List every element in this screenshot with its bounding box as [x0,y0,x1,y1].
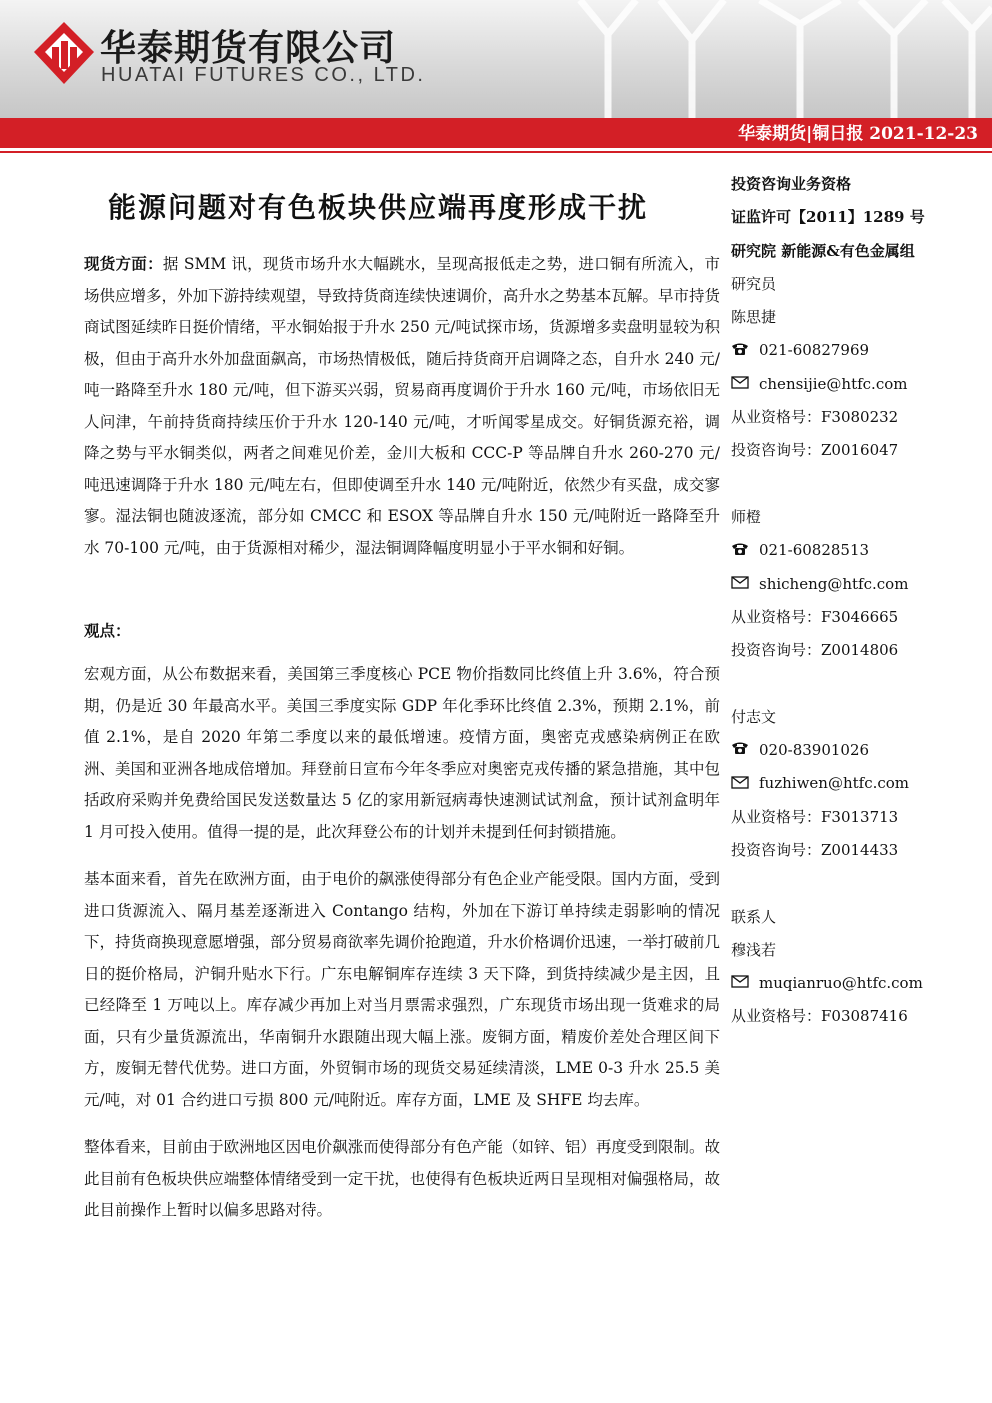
phone-text: 021-60827969 [759,341,870,360]
analyst-email[interactable] [731,767,986,800]
main-content [84,248,720,1227]
analyst-advisor: 投资咨询号：Z0016047 [731,441,899,460]
email-icon [731,967,751,1000]
email-icon [731,568,751,601]
phone-text: 020-83901026 [759,741,870,760]
company-name-cn: 华泰期货有限公司 [100,28,397,69]
contact-email[interactable] [731,967,986,1000]
spot-paragraph [84,248,720,564]
report-title: 能源问题对有色板块供应端再度形成干扰 [108,191,649,224]
analyst-email[interactable] [731,368,986,401]
analyst-name: 付志文 [731,707,777,726]
spacer [731,667,986,700]
sidebar [731,168,986,1034]
phone-icon [731,734,751,767]
divider [0,151,992,153]
report-identifier: 华泰期货|铜日报 2021-12-23 [738,124,978,144]
analyst-cert: 从业资格号：F3046665 [731,607,899,626]
header-band [0,0,992,118]
company-name-en: HUATAI FUTURES CO., LTD. [101,64,426,86]
company-logo [34,22,94,84]
view-heading: 观点： [84,621,131,640]
qualification: 投资咨询业务资格 [731,175,852,193]
analyst-cert: 从业资格号：F3013713 [731,807,899,826]
email-icon [731,368,751,401]
contact-cert: 从业资格号：F03087416 [731,1007,908,1026]
macro-paragraph: 宏观方面，从公布数据来看，美国第三季度核心 PCE 物价指数同比终值上升 3.6%，符合预期，仍是近 30 年最高水平。美国三季度实际 GDP 年化季环比终值 2.3%，预期 2.1%，前值 2.1%，是自 2020 年第二季度以来的最低增速。疫情方面，奥密克戎感染病例正在欧洲、美国和亚洲各地成倍增加。拜登前日宣布今年冬季应对奥密克戎传播的紧急措施，其中包括政府采购并免费给国民发送数量达 5 亿的家用新冠病毒快速测试试剂盒，预计试剂盒明年 1 月可投入使用。值得一提的是，此次拜登公布的计划并未提到任何封锁措施。 [84,665,720,841]
analyst-name: 师橙 [731,507,762,526]
institute: 研究院 新能源&有色金属组 [731,241,915,260]
spacer [731,468,986,501]
analyst-advisor: 投资咨询号：Z0014806 [731,641,899,660]
analyst-advisor: 投资咨询号：Z0014433 [731,840,899,859]
analyst-phone [731,734,986,767]
contact-label: 联系人 [731,907,777,926]
phone-icon [731,535,751,568]
phone-icon [731,335,751,368]
email-text[interactable]: shicheng@htfc.com [759,574,909,593]
overall-paragraph: 整体看来，目前由于欧洲地区因电价飙涨而使得部分有色产能（如锌、铝）再度受到限制。故此目前有色板块供应端整体情绪受到一定干扰，也使得有色板块近两日呈现相对偏强格局，故此目前操作上暂时以偏多思路对待。 [84,1138,720,1219]
spot-text: 据 SMM 讯，现货市场升水大幅跳水，呈现高报低走之势，进口铜有所流入，市场供应增多，外加下游持续观望，导致持货商连续快速调价，高升水之势基本瓦解。早市持货商试图延续昨日挺价情绪，平水铜始报于升水 250 元/吨试探市场，货源增多卖盘明显较为积极，但由于高升水外加盘面飙高，市场热情极低，随后持货商开启调降之态，自升水 240 元/吨一路降至升水 180 元/吨，但下游买兴弱，贸易商再度调价于升水 160 元/吨，市场依旧无人问津，午前持货商持续压价于升水 120-140 元/吨，才听闻零星成交。好铜货源充裕，调降之势与平水铜类似，两者之间难见价差，金川大板和 CCC-P 等品牌自升水 260-270 元/吨迅速调降于升水 180 元/吨左右，但即使调至升水 140 元/吨附近，依然少有买盘，成交寥寥。湿法铜也随波逐流，部分如 CMCC 和 ESOX 等品牌自升水 150 元/吨附近一路降至升水 70-100 元/吨，由于货源相对稀少，湿法铜调降幅度明显小于平水铜和好铜。 [84,255,720,557]
analyst-phone [731,534,986,567]
decorative-pattern [560,0,992,118]
analyst-name: 陈思捷 [731,308,777,327]
email-text[interactable]: chensijie@htfc.com [759,374,908,393]
email-text[interactable]: fuzhiwen@htfc.com [759,774,910,793]
analyst-email[interactable] [731,568,986,601]
email-icon [731,768,751,801]
spacer [731,867,986,900]
analyst-cert: 从业资格号：F3080232 [731,408,899,427]
email-text[interactable]: muqianruo@htfc.com [759,974,923,993]
spot-lead: 现货方面： [84,254,163,273]
phone-text: 021-60828513 [759,541,870,560]
license-number: 证监许可【2011】1289 号 [731,208,925,227]
contact-name: 穆浅若 [731,940,777,959]
fundamental-paragraph: 基本面来看，首先在欧洲方面，由于电价的飙涨使得部分有色企业产能受限。国内方面，受到进口货源流入、隔月基差逐渐进入 Contango 结构，外加在下游订单持续走弱影响的情况下，持货商换现意愿增强，部分贸易商欲率先调价抢跑道，升水价格调价迅速，一举打破前几日的挺价格局，沪铜升贴水下行。广东电解铜库存连续 3 天下降，到货持续减少是主因，且已经降至 1 万吨以上。库存减少再加上对当月票需求强烈，广东现货市场出现一货难求的局面，只有少量货源流出，华南铜升水跟随出现大幅上涨。废铜方面，精废价差处合理区间下方，废铜无替代优势。进口方面，外贸铜市场的现货交易延续清淡，LME 0-3 升水 25.5 美元/吨，对 01 合约进口亏损 800 元/吨附近。库存方面，LME 及 SHFE 均去库。 [84,870,720,1109]
researcher-label: 研究员 [731,274,777,293]
analyst-phone [731,334,986,367]
